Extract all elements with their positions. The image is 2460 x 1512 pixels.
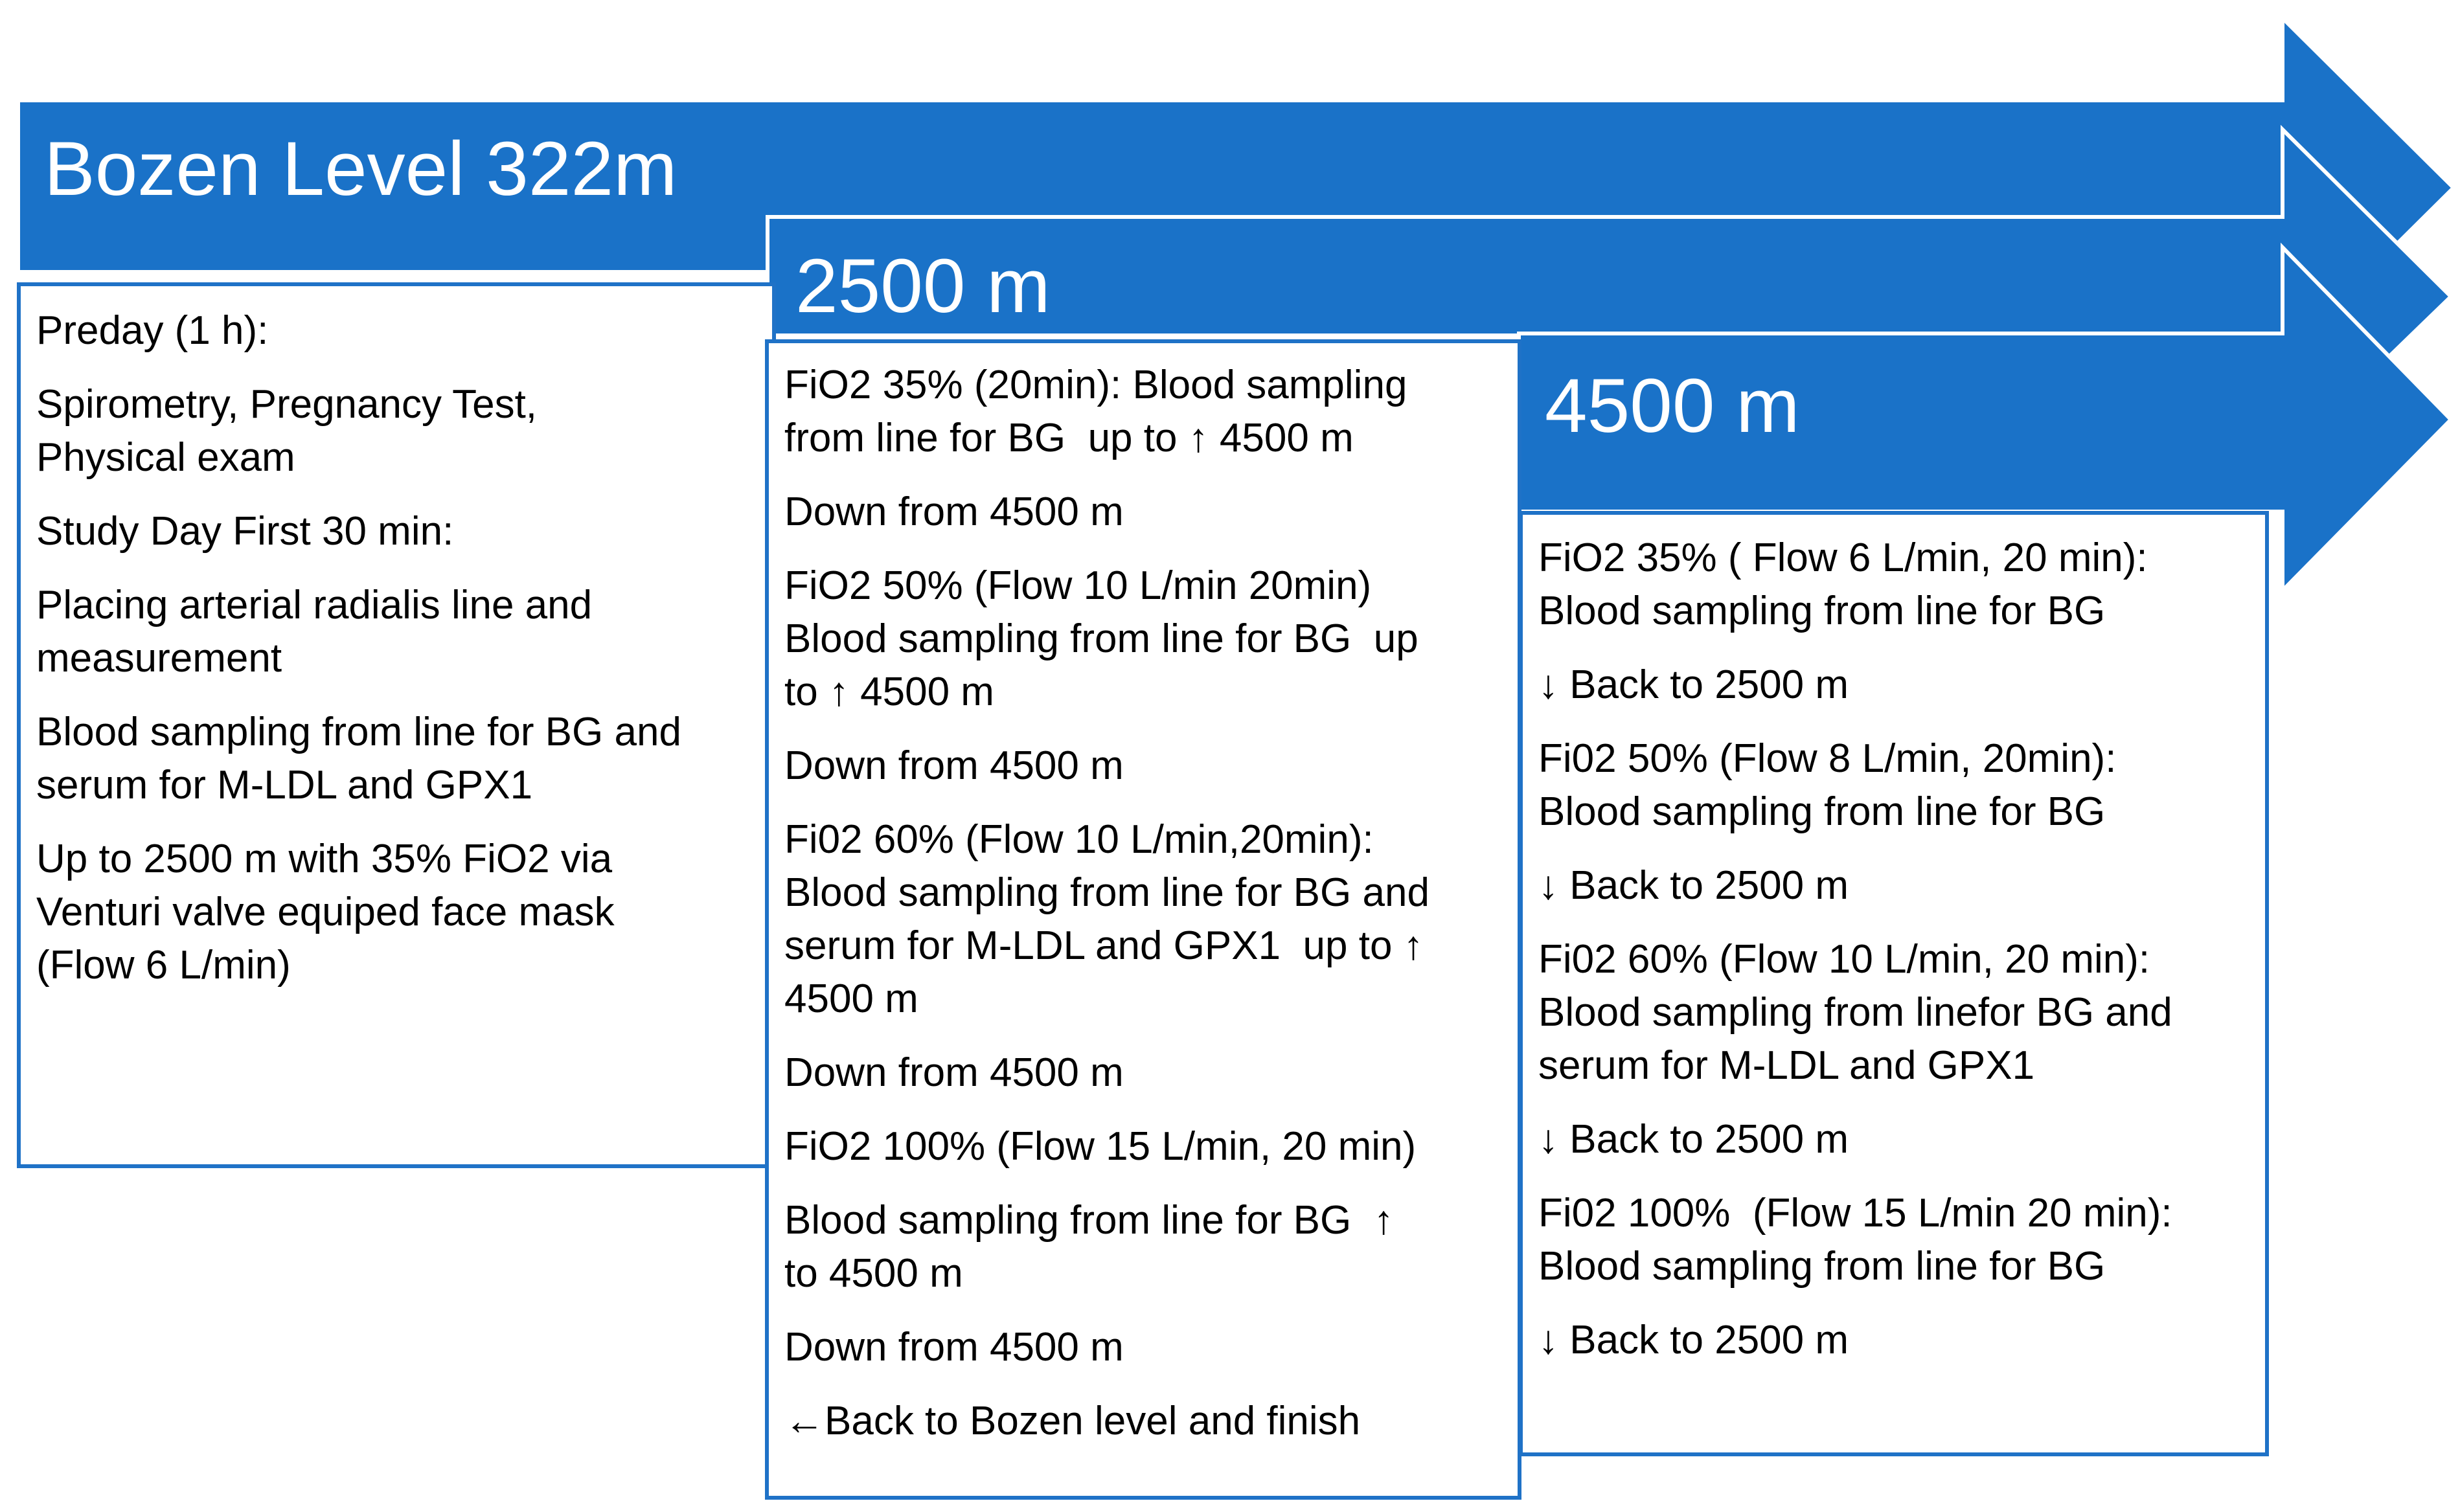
step-item: Fi02 60% (Flow 10 L/min,20min): Blood sampling from line for BG and serum for M-LDL and GPX1 up to ↑ 4500 m	[784, 817, 1429, 1021]
step-item: Preday (1 h):	[36, 308, 269, 353]
step-item: ↓ Back to 2500 m	[1538, 863, 1849, 908]
step-item: Up to 2500 m with 35% FiO2 via Venturi valve equiped face mask (Flow 6 L/min)	[36, 837, 615, 987]
step-item: ←Back to Bozen level and finish	[784, 1399, 1361, 1443]
stage-steps-2500m	[784, 359, 1509, 1448]
step-item: Fi02 60% (Flow 10 L/min, 20 min): Blood sampling from linefor BG and serum for M-LDL and GPX1	[1538, 937, 2172, 1088]
stage-box-2500m	[765, 339, 1521, 1500]
step-item: Down from 4500 m	[784, 490, 1124, 534]
step-item: Fi02 50% (Flow 8 L/min, 20min): Blood sampling from line for BG	[1538, 736, 2117, 834]
stage-box-4500m	[1519, 511, 2269, 1456]
stage-steps-4500m	[1538, 532, 2256, 1367]
step-item: Down from 4500 m	[784, 743, 1124, 788]
step-item: Spirometry, Pregnancy Test, Physical exam	[36, 382, 538, 480]
step-item: FiO2 35% (20min): Blood sampling from line for BG up to ↑ 4500 m	[784, 363, 1407, 460]
step-item: Placing arterial radialis line and measurement	[36, 583, 593, 681]
stage-title-2500m: 2500 m	[795, 243, 1051, 329]
step-item: Blood sampling from line for BG ↑ to 4500 m	[784, 1198, 1394, 1296]
step-item: FiO2 50% (Flow 10 L/min 20min) Blood sampling from line for BG up to ↑ 4500 m	[784, 563, 1418, 714]
step-item: FiO2 35% ( Flow 6 L/min, 20 min): Blood sampling from line for BG	[1538, 536, 2148, 633]
step-item: Study Day First 30 min:	[36, 509, 454, 554]
stage-box-bozen	[17, 282, 776, 1168]
step-item: ↓ Back to 2500 m	[1538, 1117, 1849, 1162]
step-item: ↓ Back to 2500 m	[1538, 662, 1849, 707]
step-item: FiO2 100% (Flow 15 L/min, 20 min)	[784, 1124, 1417, 1169]
stage-title-bozen: Bozen Level 322m	[44, 126, 678, 212]
step-item: Blood sampling from line for BG and serum for M-LDL and GPX1	[36, 710, 681, 807]
step-item: ↓ Back to 2500 m	[1538, 1318, 1849, 1362]
stage-steps-bozen	[36, 304, 759, 992]
step-item: Down from 4500 m	[784, 1325, 1124, 1370]
stage-title-4500m: 4500 m	[1545, 363, 1800, 449]
step-item: Down from 4500 m	[784, 1050, 1124, 1095]
step-item: Fi02 100% (Flow 15 L/min 20 min): Blood sampling from line for BG	[1538, 1191, 2172, 1289]
